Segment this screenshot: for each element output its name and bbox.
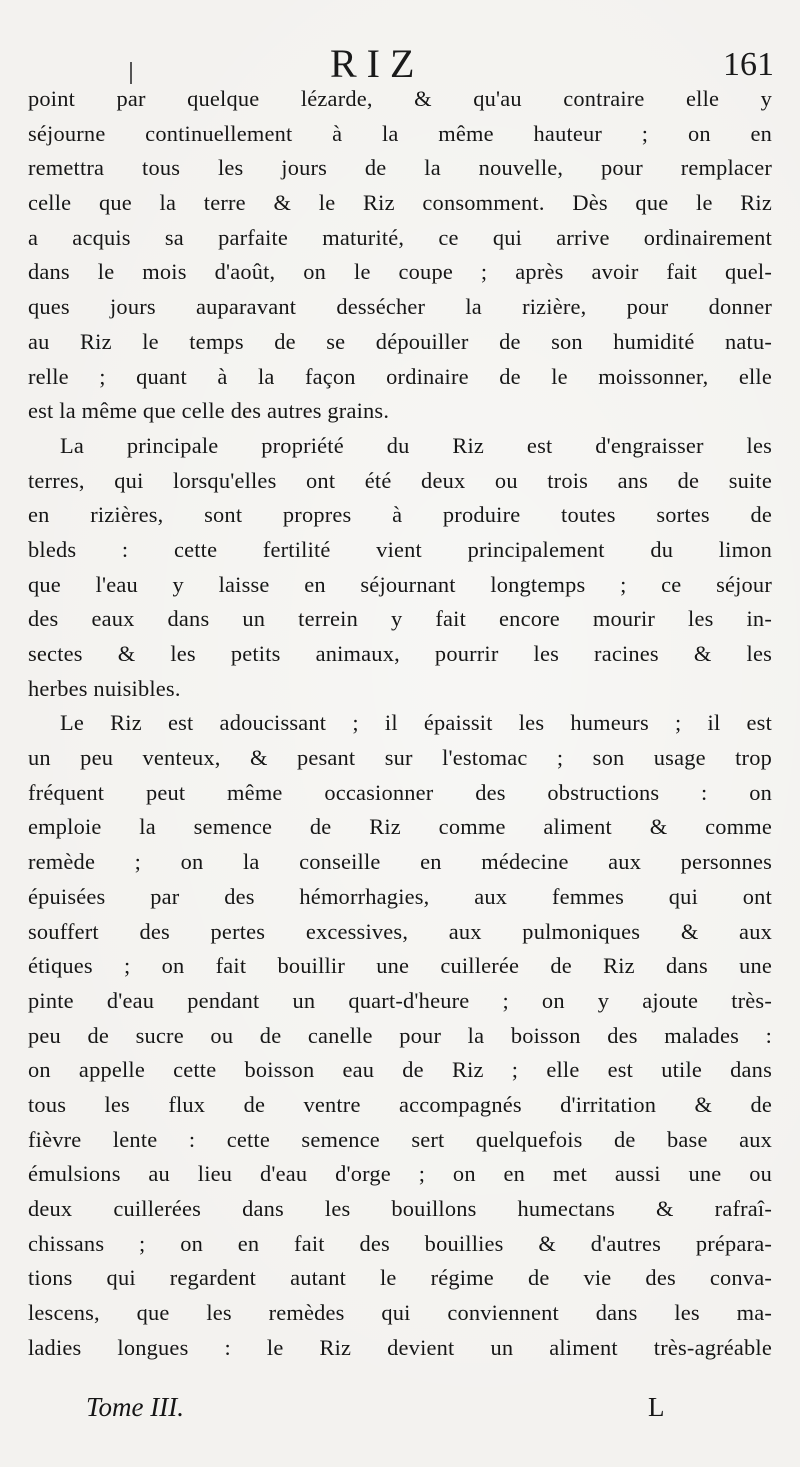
text-line: au Riz le temps de se dépouiller de son humidité natu- — [28, 328, 772, 354]
text-line: pinte d'eau pendant un quart-d'heure ; on y ajoute très- — [28, 987, 772, 1013]
text-line: ladies longues : le Riz devient un aliment très-agréable — [28, 1334, 772, 1360]
text-line: point par quelque lézarde, & qu'au contraire elle y — [28, 86, 772, 111]
text-line: émulsions au lieu d'eau d'orge ; on en met aussi une ou — [28, 1161, 772, 1187]
running-head: RIZ — [330, 41, 425, 86]
text-line: ques jours auparavant dessécher la rizière, pour donner — [28, 294, 772, 320]
text-line: remettra tous les jours de la nouvelle, pour remplacer — [28, 155, 772, 181]
text-line: emploie la semence de Riz comme aliment & comme — [28, 814, 772, 840]
body-text — [28, 82, 772, 1365]
page-number: 161 — [723, 46, 774, 83]
text-line: des eaux dans un terrein y fait encore mourir les in- — [28, 606, 772, 632]
paragraph — [28, 82, 772, 429]
text-line: celle que la terre & le Riz consomment. Dès que le Riz — [28, 190, 772, 216]
paragraph — [28, 706, 772, 1365]
text-line: peu de sucre ou de canelle pour la boisson des malades : — [28, 1022, 772, 1048]
text-line: remède ; on la conseille en médecine aux personnes — [28, 849, 772, 875]
text-line: on appelle cette boisson eau de Riz ; elle est utile dans — [28, 1057, 772, 1083]
text-line: fréquent peut même occasionner des obstructions : on — [28, 779, 772, 805]
text-line: Le Riz est adoucissant ; il épaissit les humeurs ; il est — [60, 710, 772, 736]
text-line: sectes & les petits animaux, pourrir les racines & les — [28, 641, 772, 666]
text-line: un peu venteux, & pesant sur l'estomac ; son usage trop — [28, 745, 772, 771]
margin-mark — [130, 62, 132, 84]
text-line: chissans ; on en fait des bouillies & d'autres prépara- — [28, 1230, 772, 1256]
text-line: étiques ; on fait bouillir une cuillerée de Riz dans une — [28, 953, 772, 979]
text-line: en rizières, sont propres à produire toutes sortes de — [28, 502, 772, 528]
text-line: fièvre lente : cette semence sert quelquefois de base aux — [28, 1126, 772, 1152]
text-line: herbes nuisibles. — [28, 675, 181, 701]
text-line: lescens, que les remèdes qui conviennent dans les ma- — [28, 1300, 772, 1326]
text-line: deux cuillerées dans les bouillons humectans & rafraî- — [28, 1196, 772, 1221]
text-line: a acquis sa parfaite maturité, ce qui arrive ordinairement — [28, 224, 772, 250]
text-line: souffert des pertes excessives, aux pulmoniques & aux — [28, 918, 772, 944]
text-line: relle ; quant à la façon ordinaire de le moissonner, elle — [28, 363, 772, 389]
text-line: tions qui regardent autant le régime de vie des conva- — [28, 1265, 772, 1291]
text-line: terres, qui lorsqu'elles ont été deux ou trois ans de suite — [28, 467, 772, 493]
text-line: séjourne continuellement à la même hauteur ; on en — [28, 120, 772, 146]
page-footer — [0, 1392, 800, 1432]
text-line: La principale propriété du Riz est d'engraisser les — [60, 432, 772, 458]
text-line: épuisées par des hémorrhagies, aux femmes qui ont — [28, 883, 772, 909]
text-line: bleds : cette fertilité vient principalement du limon — [28, 536, 772, 562]
text-line: que l'eau y laisse en séjournant longtemps ; ce séjour — [28, 571, 772, 597]
text-line: est la même que celle des autres grains. — [28, 398, 390, 424]
text-line: dans le mois d'août, on le coupe ; après avoir fait quel- — [28, 259, 772, 285]
volume-signature: Tome III. — [86, 1392, 184, 1422]
gathering-signature: L — [648, 1392, 665, 1422]
text-line: tous les flux de ventre accompagnés d'irritation & de — [28, 1091, 772, 1117]
paragraph — [28, 429, 772, 707]
